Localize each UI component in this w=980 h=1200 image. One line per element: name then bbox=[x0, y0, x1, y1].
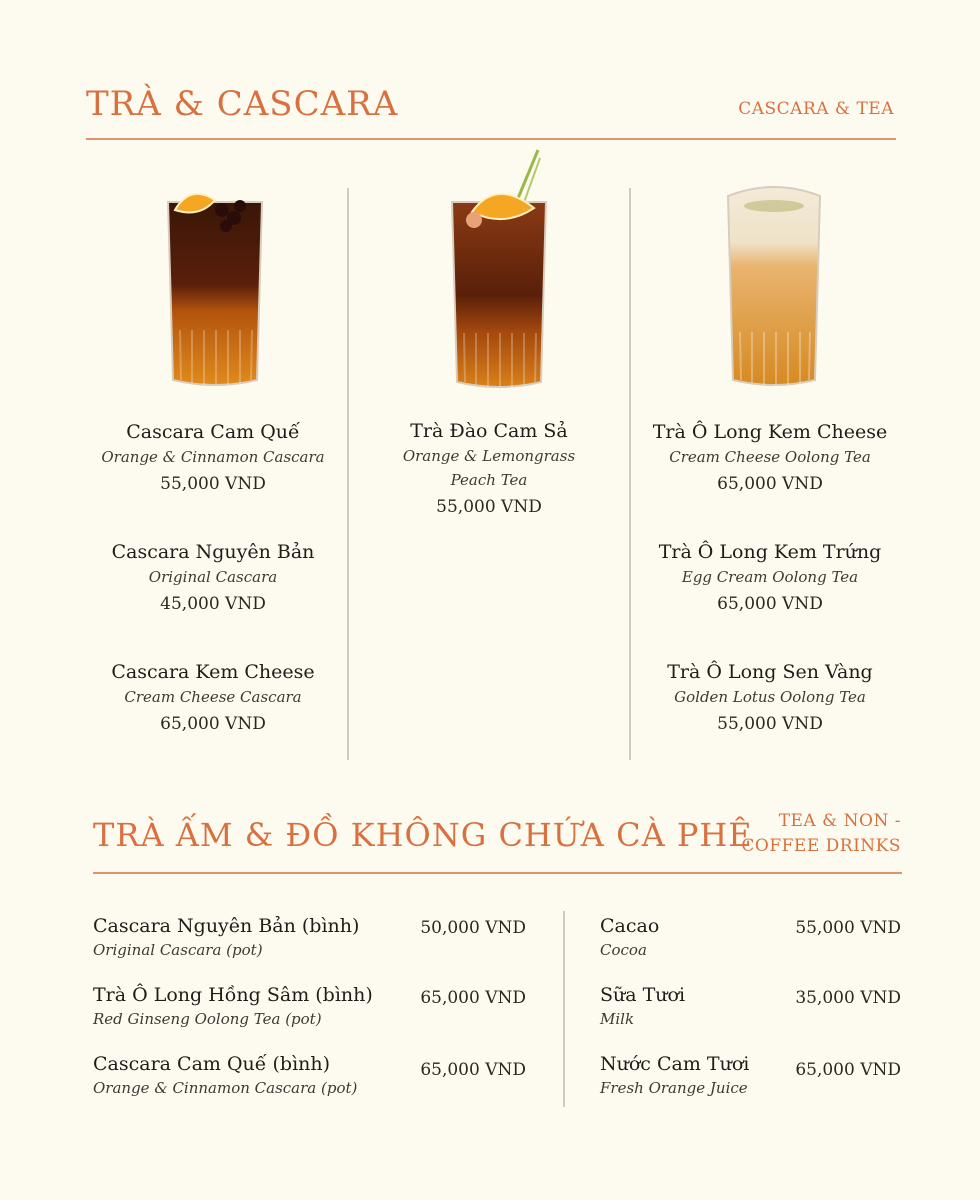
section-divider bbox=[93, 872, 902, 874]
item-name-vn: Trà Ô Long Kem Cheese bbox=[652, 421, 888, 443]
item-name-vn: Cascara Kem Cheese bbox=[111, 661, 315, 683]
item-name-vn: Trà Ô Long Sen Vàng bbox=[667, 661, 873, 683]
section-title-tea-cascara: TRÀ & CASCARA bbox=[86, 84, 399, 124]
menu-item bbox=[630, 659, 910, 739]
menu-item bbox=[630, 539, 910, 619]
peach-lemongrass-tea-image bbox=[444, 148, 554, 392]
cream-cheese-oolong-image bbox=[722, 182, 826, 392]
item-name-en: Egg Cream Oolong Tea bbox=[681, 568, 859, 586]
item-price: 65,000 VND bbox=[717, 594, 823, 614]
menu-item bbox=[630, 419, 910, 499]
item-name-vn: Trà Ô Long Hồng Sâm (bình) bbox=[93, 984, 373, 1006]
item-name-vn: Trà Ô Long Kem Trứng bbox=[658, 541, 882, 563]
menu-item bbox=[73, 419, 353, 499]
item-price: 65,000 VND bbox=[160, 714, 266, 734]
list-item bbox=[600, 1052, 749, 1100]
item-price: 35,000 VND bbox=[795, 988, 901, 1008]
list-item bbox=[93, 1052, 357, 1100]
menu-item bbox=[73, 659, 353, 739]
list-item bbox=[93, 914, 359, 962]
item-name-en: Orange & Cinnamon Cascara bbox=[101, 448, 325, 466]
item-name-vn: Trà Đào Cam Sả bbox=[410, 420, 568, 442]
item-name-en: Golden Lotus Oolong Tea bbox=[674, 688, 866, 706]
item-name-vn: Cascara Nguyên Bản bbox=[111, 541, 315, 563]
list-item bbox=[93, 983, 373, 1031]
item-name-vn: Cascara Nguyên Bản (bình) bbox=[93, 915, 360, 937]
item-name-vn: Cascara Cam Quế (bình) bbox=[93, 1053, 331, 1075]
subtitle-line: TEA & NON - bbox=[778, 811, 901, 831]
item-name-en: Original Cascara (pot) bbox=[93, 941, 263, 959]
item-name-en: Cream Cheese Oolong Tea bbox=[669, 448, 871, 466]
item-name-en: Cocoa bbox=[600, 941, 647, 959]
item-name-en: Milk bbox=[600, 1010, 635, 1028]
item-price: 50,000 VND bbox=[420, 918, 526, 938]
item-name-en: Orange & Lemongrass bbox=[402, 447, 576, 465]
menu-item bbox=[349, 418, 629, 522]
subtitle-line: COFFEE DRINKS bbox=[741, 836, 901, 856]
item-name-en: Original Cascara bbox=[148, 568, 278, 586]
list-item bbox=[600, 914, 659, 962]
item-price: 65,000 VND bbox=[420, 1060, 526, 1080]
item-name-vn: Cacao bbox=[600, 915, 660, 937]
item-name-en: Peach Tea bbox=[450, 471, 528, 489]
item-price: 55,000 VND bbox=[717, 714, 823, 734]
cascara-orange-cinnamon-image bbox=[160, 180, 270, 392]
item-name-vn: Sữa Tươi bbox=[600, 984, 686, 1006]
item-price: 55,000 VND bbox=[795, 918, 901, 938]
item-price: 65,000 VND bbox=[420, 988, 526, 1008]
item-price: 65,000 VND bbox=[795, 1060, 901, 1080]
section-divider bbox=[86, 138, 896, 140]
item-name-en: Red Ginseng Oolong Tea (pot) bbox=[93, 1010, 322, 1028]
section-subtitle-tea-non-coffee bbox=[741, 809, 901, 859]
item-name-en: Fresh Orange Juice bbox=[600, 1079, 748, 1097]
menu-item bbox=[73, 539, 353, 619]
item-price: 55,000 VND bbox=[436, 497, 542, 517]
list-item bbox=[600, 983, 685, 1031]
item-price: 65,000 VND bbox=[717, 474, 823, 494]
item-price: 45,000 VND bbox=[160, 594, 266, 614]
item-name-vn: Nước Cam Tươi bbox=[600, 1053, 750, 1075]
section-subtitle-cascara-tea: CASCARA & TEA bbox=[738, 99, 894, 119]
item-name-vn: Cascara Cam Quế bbox=[126, 421, 300, 443]
item-name-en: Cream Cheese Cascara bbox=[124, 688, 302, 706]
item-price: 55,000 VND bbox=[160, 474, 266, 494]
section-title-warm-tea-non-coffee: TRÀ ẤM & ĐỒ KHÔNG CHỨA CÀ PHÊ bbox=[93, 816, 753, 854]
item-name-en: Orange & Cinnamon Cascara (pot) bbox=[93, 1079, 358, 1097]
column-divider bbox=[563, 911, 565, 1107]
